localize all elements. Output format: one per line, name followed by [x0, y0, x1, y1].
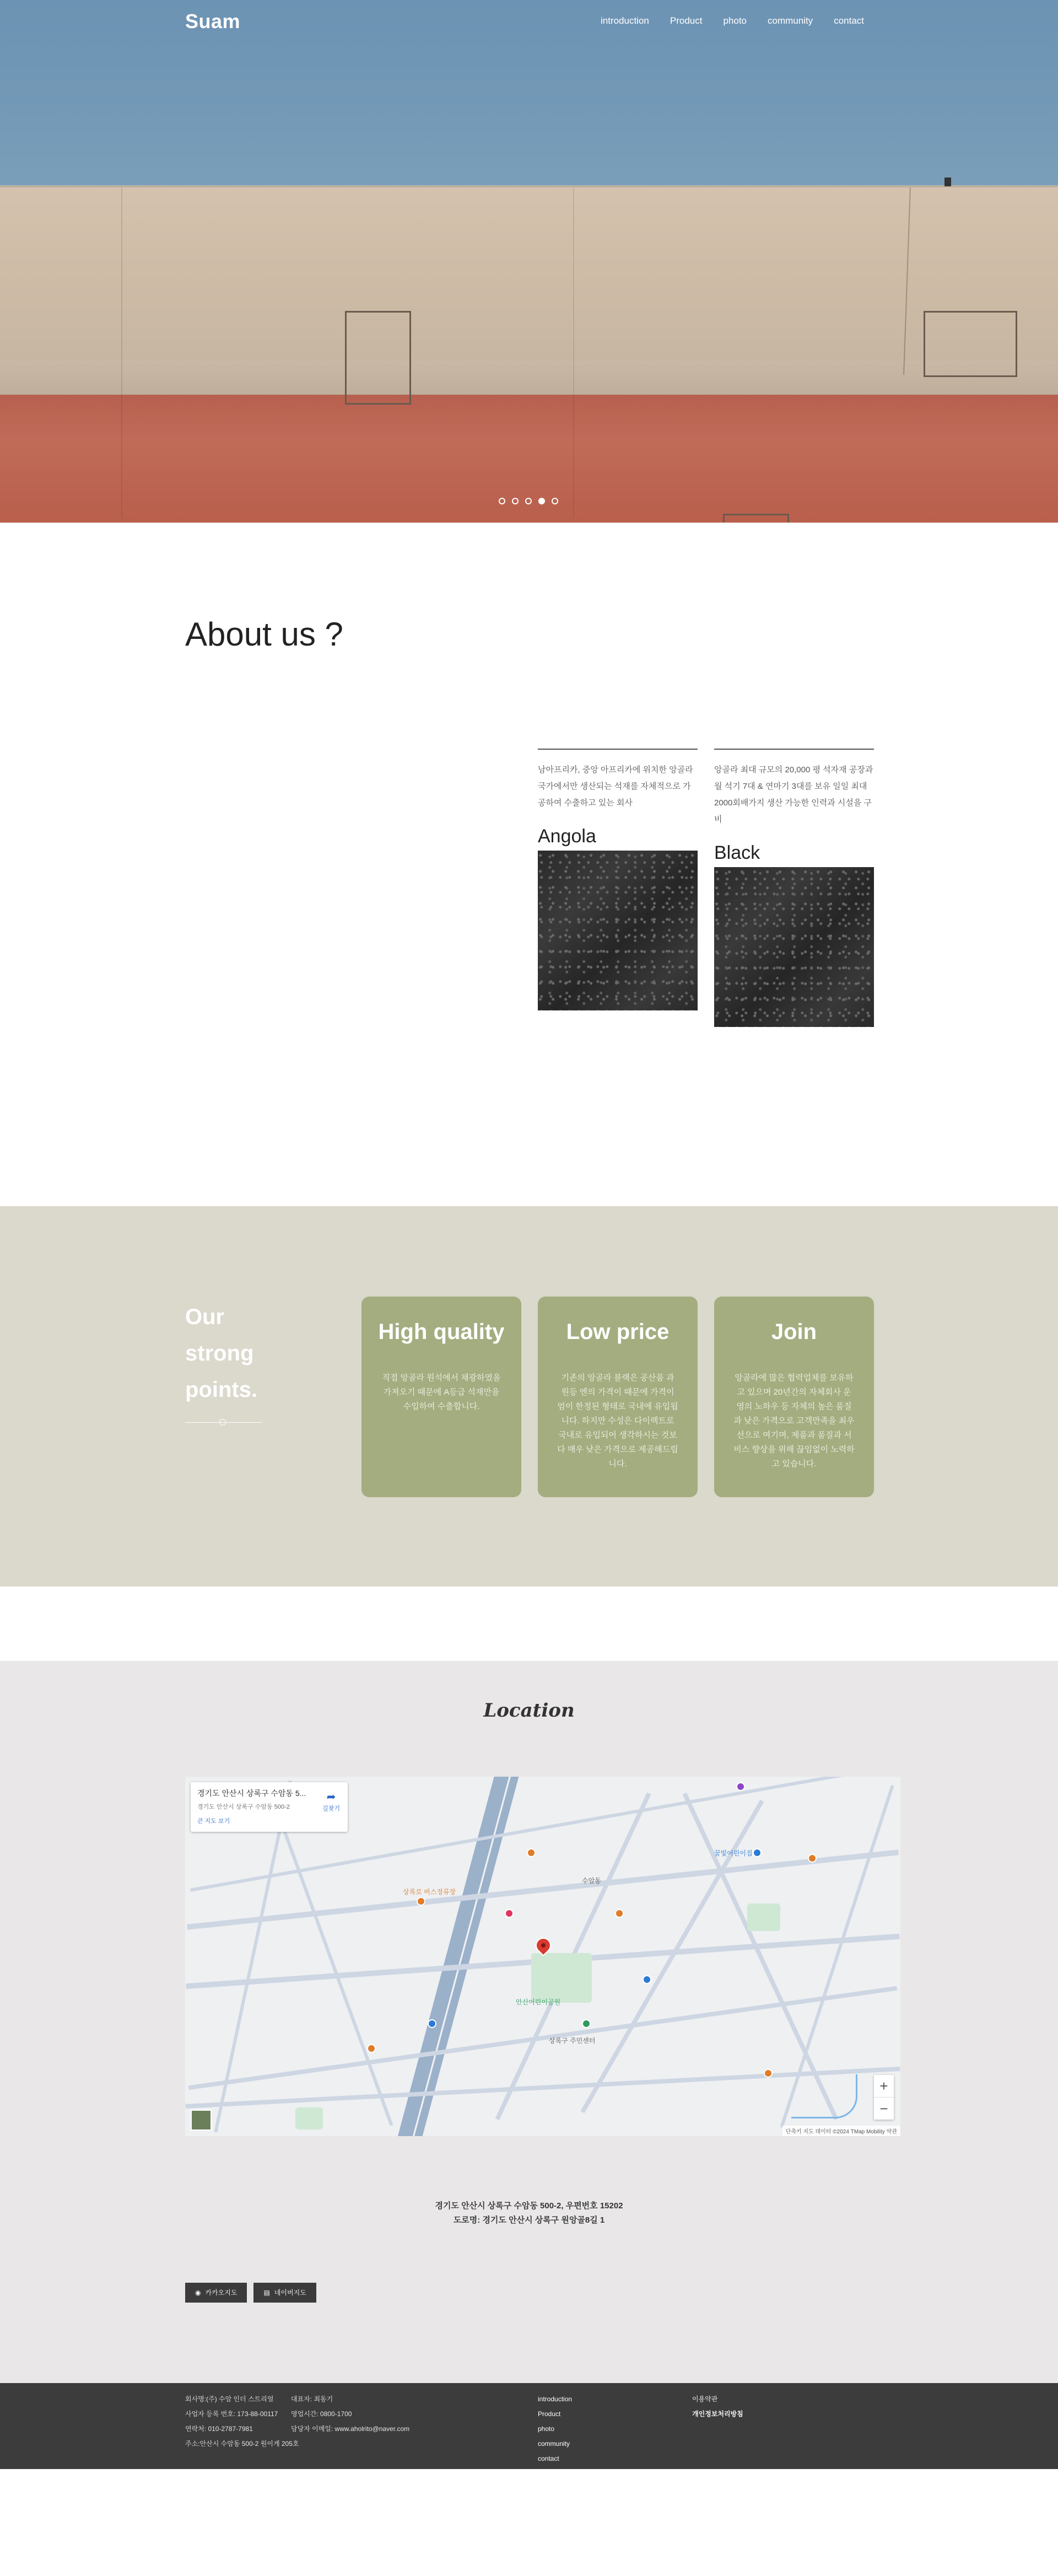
- section-spacer: [0, 1587, 1058, 1661]
- slider-dot[interactable]: [552, 498, 558, 504]
- footer-phone: 연락처: 010-2787-7981: [185, 2425, 253, 2433]
- point-card-low-price: [538, 1297, 698, 1497]
- nav-community[interactable]: community: [768, 15, 813, 26]
- point-card-high-quality: [361, 1297, 521, 1497]
- map-stream: [791, 2074, 857, 2118]
- point-card-title: Join: [771, 1320, 817, 1344]
- map-satellite-thumbnail[interactable]: [191, 2110, 212, 2131]
- kakao-map-button[interactable]: [185, 2283, 247, 2303]
- product-description: 앙골라 최대 규모의 20,000 평 석자재 공장과 월 석기 7대 & 연마기 3대를 보유 일일 최대 2000회배가지 생산 가능한 인력과 시설을 구비: [714, 765, 873, 824]
- zoom-out-button[interactable]: −: [879, 2100, 888, 2117]
- footer-hours: 영업시간: 0800-1700: [291, 2410, 352, 2418]
- map-pin-icon: ◉: [195, 2289, 201, 2297]
- zoom-in-button[interactable]: +: [879, 2078, 888, 2094]
- slider-dot-active[interactable]: [538, 498, 545, 504]
- decorative-circle: [219, 1419, 226, 1426]
- site-footer: [0, 2383, 1058, 2469]
- nav-contact[interactable]: contact: [834, 15, 864, 26]
- footer-email: 담당자 이메일: www.aholrito@naver.com: [291, 2425, 410, 2433]
- about-section: [0, 523, 1058, 1206]
- strong-points-section: [0, 1206, 1058, 1587]
- point-card-join: [714, 1297, 874, 1497]
- map-app-buttons: [185, 2283, 316, 2303]
- map-place-label: 꿈빛어린이집: [714, 1849, 753, 1857]
- map-place-label: 상록로 버스정류장: [403, 1888, 456, 1896]
- product-name: Angola: [538, 826, 596, 847]
- map-info-address: 경기도 안산시 상록구 수암동 500-2: [197, 1804, 290, 1810]
- map-poi-marker[interactable]: [808, 1854, 817, 1863]
- footer-terms-link[interactable]: 이용약관: [692, 2395, 718, 2403]
- map-info-window: [191, 1782, 348, 1832]
- strong-points-side-title: Our strong points.: [185, 1305, 258, 1402]
- product-name: Black: [714, 842, 760, 863]
- map-park: [295, 2107, 323, 2129]
- main-menu: [601, 15, 864, 26]
- footer-links: [538, 2392, 572, 2466]
- hero-wall-window: [924, 311, 1017, 377]
- directions-label: 길찾기: [322, 1805, 340, 1812]
- hero-wall-seam: [573, 187, 574, 518]
- stone-sample-image: [538, 851, 698, 1010]
- hero-wall-seam: [121, 187, 122, 518]
- product-card-angola: [538, 749, 698, 1010]
- footer-link-community[interactable]: community: [538, 2440, 570, 2448]
- nav-product[interactable]: Product: [670, 15, 703, 26]
- embedded-map[interactable]: [185, 1777, 900, 2136]
- hero-wall-window: [723, 514, 789, 523]
- hero-roof-line: [0, 185, 1058, 187]
- directions-button[interactable]: [322, 1790, 340, 1813]
- map-poi-marker[interactable]: [643, 1975, 651, 1984]
- map-highway: [393, 1777, 509, 2136]
- location-section: [0, 1661, 1058, 2383]
- footer-ceo: 대표자: 최동기: [291, 2395, 333, 2403]
- map-place-label: 수암동: [582, 1877, 601, 1885]
- hero-banner: [0, 0, 1058, 523]
- map-card-icon: ▤: [263, 2289, 270, 2297]
- footer-link-contact[interactable]: contact: [538, 2455, 559, 2462]
- point-card-body: 앙골라에 많은 협력업체를 보유하고 있으며 20년간의 자체회사 운영의 노하우 등 자체의 높은 품질과 낮은 가격으로 고객만족을 최우선으로 여기며, 제품과 품질과 서비스 향상을 위해 끊임없이 노력하고 있습니다.: [733, 1373, 855, 1469]
- map-place-label: 상록구 주민센터: [549, 2037, 596, 2045]
- road-address-line: 도로명: 경기도 안산시 상록구 원앙골8길 1: [453, 2215, 605, 2225]
- product-description: 남아프리카, 중앙 아프리카에 위치한 앙골라 국가에서만 생산되는 석재를 자체적으로 가공하여 수출하고 있는 회사: [538, 765, 693, 808]
- footer-link-product[interactable]: Product: [538, 2410, 561, 2418]
- hero-roof-vent: [944, 178, 951, 186]
- site-logo[interactable]: Suam: [185, 10, 241, 33]
- point-card-title: High quality: [378, 1320, 505, 1344]
- footer-contact-info: [291, 2392, 409, 2437]
- footer-company-name: 회사명:(주) 수암 인더 스트리얼: [185, 2395, 274, 2403]
- footer-company-info: [185, 2392, 299, 2451]
- address-line: 경기도 안산시 상록구 수암동 500-2, 우편번호 15202: [435, 2201, 623, 2211]
- naver-map-label: 네이버지도: [274, 2289, 306, 2297]
- map-poi-marker[interactable]: [428, 2019, 436, 2028]
- hero-wall-upper: [0, 185, 1058, 362]
- kakao-map-label: 카카오지도: [205, 2289, 237, 2297]
- location-title: Location: [483, 1700, 575, 1722]
- map-info-title: 경기도 안산시 상록구 수암동 5...: [197, 1789, 306, 1798]
- nav-photo[interactable]: photo: [723, 15, 747, 26]
- product-card-black: [714, 749, 874, 1027]
- footer-privacy-link[interactable]: 개인정보처리방침: [692, 2410, 743, 2418]
- point-card-body: 직접 앙골라 원석에서 채광하였을 가져오기 때문에 A등급 석재만을 수입하여 수출합니다.: [382, 1373, 501, 1411]
- map-poi-marker[interactable]: [527, 1848, 536, 1857]
- map-poi-marker[interactable]: [615, 1909, 624, 1918]
- map-zoom-control: [874, 2075, 894, 2120]
- about-title: About us ?: [185, 616, 343, 653]
- stone-sample-image: [714, 867, 874, 1027]
- map-park: [747, 1903, 780, 1931]
- map-poi-marker[interactable]: [417, 1897, 425, 1906]
- naver-map-button[interactable]: [253, 2283, 316, 2303]
- footer-policy-links: [692, 2392, 743, 2422]
- map-attribution[interactable]: 단축키 지도 데이터 ©2024 TMap Mobility 약관: [782, 2126, 900, 2136]
- address-block: [0, 2199, 1058, 2228]
- map-poi-marker[interactable]: [764, 2069, 773, 2078]
- view-larger-map-link[interactable]: 큰 지도 보기: [197, 1818, 230, 1825]
- map-poi-marker[interactable]: [736, 1782, 745, 1791]
- map-poi-marker[interactable]: [367, 2044, 376, 2053]
- slider-pagination: [499, 498, 558, 504]
- directions-icon: ➦: [326, 1791, 336, 1803]
- slider-dot[interactable]: [512, 498, 519, 504]
- map-poi-marker[interactable]: [753, 1848, 762, 1857]
- card-divider: [714, 749, 874, 750]
- footer-link-photo[interactable]: photo: [538, 2425, 555, 2433]
- point-card-body: 기존의 앙골라 블랙은 공산품 과 원등 엔의 가격이 때문에 가격이 엄이 한정된 형태로 국내에 유입됩니다. 하지만 수성은 다이렉트로 국내로 유입되어 생각하시는 것보다 매우 낮은 가격으로 제공해드립니다.: [557, 1373, 678, 1469]
- hero-wall-band: [0, 361, 1058, 395]
- map-poi-marker[interactable]: [505, 1909, 514, 1918]
- footer-business-number: 사업자 등록 번호: 173-88-00117: [185, 2410, 278, 2418]
- card-divider: [538, 749, 698, 750]
- nav-introduction[interactable]: introduction: [600, 15, 649, 26]
- footer-address: 주소:안산시 수암동 500-2 원이게 205호: [185, 2440, 299, 2448]
- slider-dot[interactable]: [525, 498, 532, 504]
- map-place-label: 안산어린이공원: [516, 1998, 561, 2006]
- slider-dot[interactable]: [499, 498, 505, 504]
- map-road: [683, 1793, 839, 2120]
- map-park: [531, 1953, 592, 2003]
- footer-link-introduction[interactable]: introduction: [538, 2395, 573, 2403]
- map-poi-marker[interactable]: [582, 2019, 591, 2028]
- point-card-title: Low price: [566, 1320, 670, 1344]
- top-navigation: [0, 0, 1058, 44]
- hero-wall-window: [345, 311, 411, 405]
